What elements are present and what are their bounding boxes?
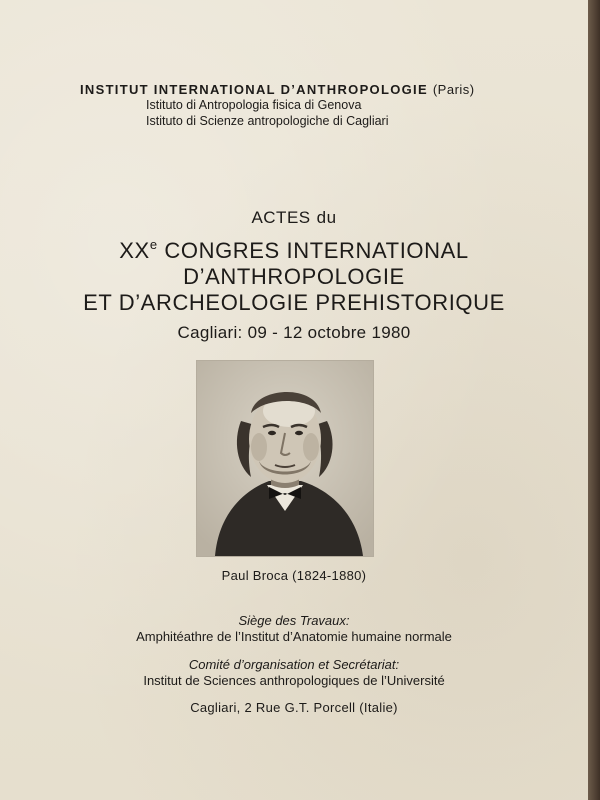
- comite-block: [0, 657, 588, 689]
- congress-dates: Cagliari: 09 - 12 octobre 1980: [177, 323, 411, 342]
- actes-heading: [0, 208, 588, 228]
- portrait-caption: Paul Broca (1824-1880): [221, 568, 367, 583]
- siege-value: Amphitéathre de l’Institut d’Anatomie humaine normale: [136, 629, 452, 644]
- actes-word: ACTES: [251, 208, 311, 227]
- institute-cagliari: Istituto di Scienze antropologiche di Cagliari: [146, 114, 389, 128]
- institute-title: INSTITUT INTERNATIONAL D’ANTHROPOLOGIE: [80, 82, 428, 97]
- congress-line-3: ET D’ARCHEOLOGIE PREHISTORIQUE: [83, 290, 505, 315]
- portrait-illustration: [197, 361, 373, 556]
- siege-block: [0, 613, 588, 645]
- congress-line-2: D’ANTHROPOLOGIE: [183, 264, 405, 289]
- institute-city: (Paris): [432, 82, 475, 97]
- congress-ordinal-suffix: e: [149, 237, 158, 252]
- institute-name: [80, 82, 550, 97]
- institute-header: [80, 82, 550, 129]
- portrait-photo: [196, 360, 374, 557]
- actes-du: du: [316, 208, 337, 227]
- institute-genova: Istituto di Antropologia fisica di Genova: [146, 98, 362, 112]
- book-edge: [588, 0, 600, 800]
- congress-line-1: [0, 238, 588, 264]
- congress-line-1-text: CONGRES INTERNATIONAL: [164, 238, 469, 263]
- congress-title: [0, 238, 588, 316]
- address-line: Cagliari, 2 Rue G.T. Porcell (Italie): [190, 700, 398, 715]
- comite-label: Comité d’organisation et Secrétariat:: [188, 657, 400, 672]
- siege-label: Siège des Travaux:: [238, 613, 350, 628]
- congress-ordinal: XX: [119, 238, 150, 263]
- comite-value: Institut de Sciences anthropologiques de l’Université: [143, 673, 445, 688]
